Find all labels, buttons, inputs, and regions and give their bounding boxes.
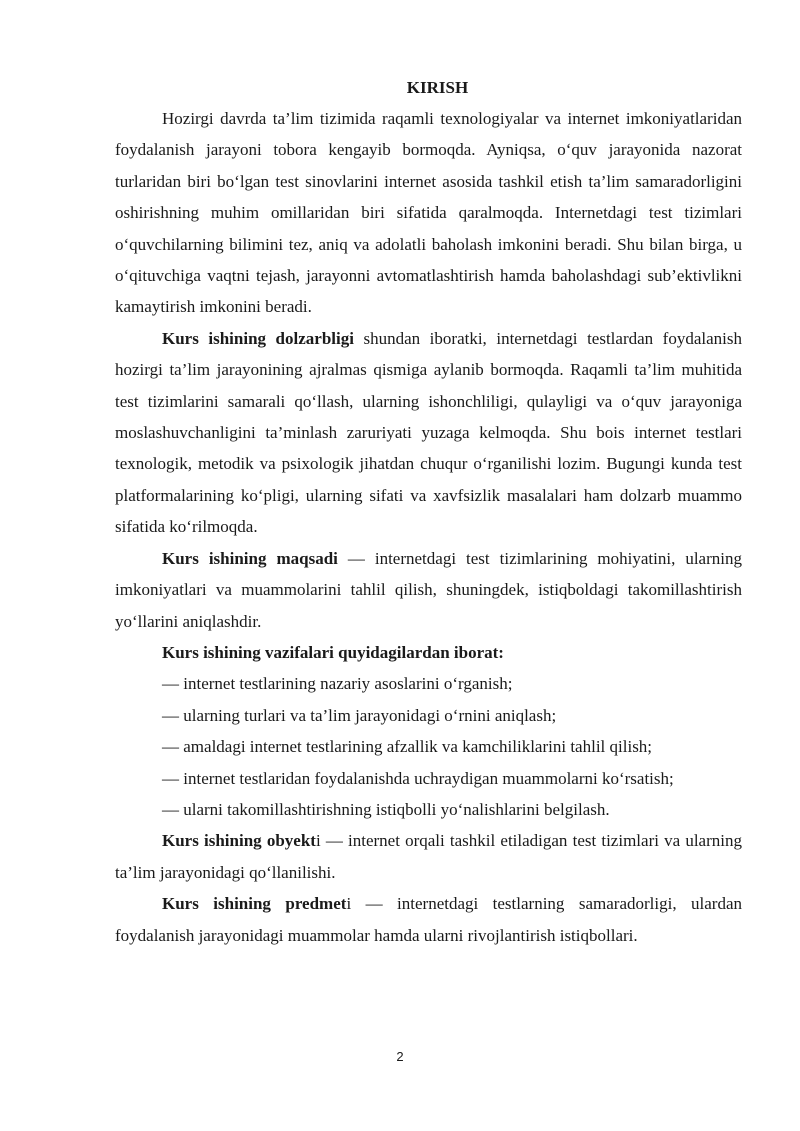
page-number: 2 [396,1049,404,1064]
task-item: — ularning turlari va ta’lim jarayonidagi o‘rnini aniqlash; [162,705,557,725]
object-label: Kurs ishining obyekt [162,831,316,851]
tasks-heading [115,637,742,668]
relevance-paragraph [115,323,742,543]
section-title: KIRISH [406,78,469,97]
tasks-heading-label: Kurs ishining vazifalari quyidagilardan iborat: [162,642,504,662]
subject-label: Kurs ishining predmet [162,894,347,914]
task-item: — ularni takomillashtirishning istiqbolli yo‘nalishlarini belgilash. [162,799,610,819]
subject-text: i — internetdagi testlarning samaradorligi, ulardan foydalanish jarayonidagi muammolar hamda ularni rivojlantirish istiqbollari. [115,894,742,945]
task-item: — internet testlaridan foydalanishda uchraydigan muammolarni ko‘rsatish; [162,768,674,788]
intro-paragraph: Hozirgi davrda ta’lim tizimida raqamli texnologiyalar va internet imkoniyatlaridan foydalanish jarayoni tobora kengayib bormoqda. Ayniqsa, o‘quv jarayonida nazorat turlaridan biri bo‘lgan test sinovlarini internet asosida tashkil etish ta’lim samaradorligini oshirishning muhim omillaridan biri sifatida qaralmoqda. Internetdagi test tizimlari o‘quvchilarning bilimini tez, aniq va adolatli baholash imkonini beradi. Shu bilan birga, u o‘qituvchiga vaqtni tejash, jarayonni avtomatlashtirish hamda baholashdagi sub’ektivlikni kamaytirish imkonini beradi. [115,109,742,317]
relevance-label: Kurs ishining dolzarbligi [162,328,354,348]
task-item: — amaldagi internet testlarining afzallik va kamchiliklarini tahlil qilish; [162,737,653,757]
goal-text: — internetdagi test tizimlarining mohiyatini, ularning imkoniyatlari va muammolarini tahlil qilish, shuningdek, istiqboldagi takomillashtirish yo‘llarini aniqlashdir. [115,548,742,631]
object-text: i — internet orqali tashkil etiladigan test tizimlari va ularning ta’lim jarayonidagi qo‘llanilishi. [115,831,742,882]
relevance-text: shundan iboratki, internetdagi testlardan foydalanish hozirgi ta’lim jarayonining ajralmas qismiga aylanib bormoqda. Raqamli ta’lim muhitida test tizimlarini samarali qo‘llash, ularning ishonchliligi, qulayligi va o‘quv jarayoniga moslashuvchanligini ta’minlash zaruriyati yuzaga kelmoqda. Shu bois internet testlari texnologik, metodik va psixologik jihatdan chuqur o‘rganilishi lozim. Bugungi kunda test platformalarining ko‘pligi, ularning sifati va xavfsizlik masalalari ham dolzarb muammo sifatida ko‘rilmoqda. [115,328,742,537]
task-item: — internet testlarining nazariy asoslarini o‘rganish; [162,674,513,694]
goal-label: Kurs ishining maqsadi [162,548,338,568]
subject-paragraph [115,888,742,951]
object-paragraph [115,825,742,888]
document-body [115,72,742,951]
goal-paragraph [115,543,742,637]
